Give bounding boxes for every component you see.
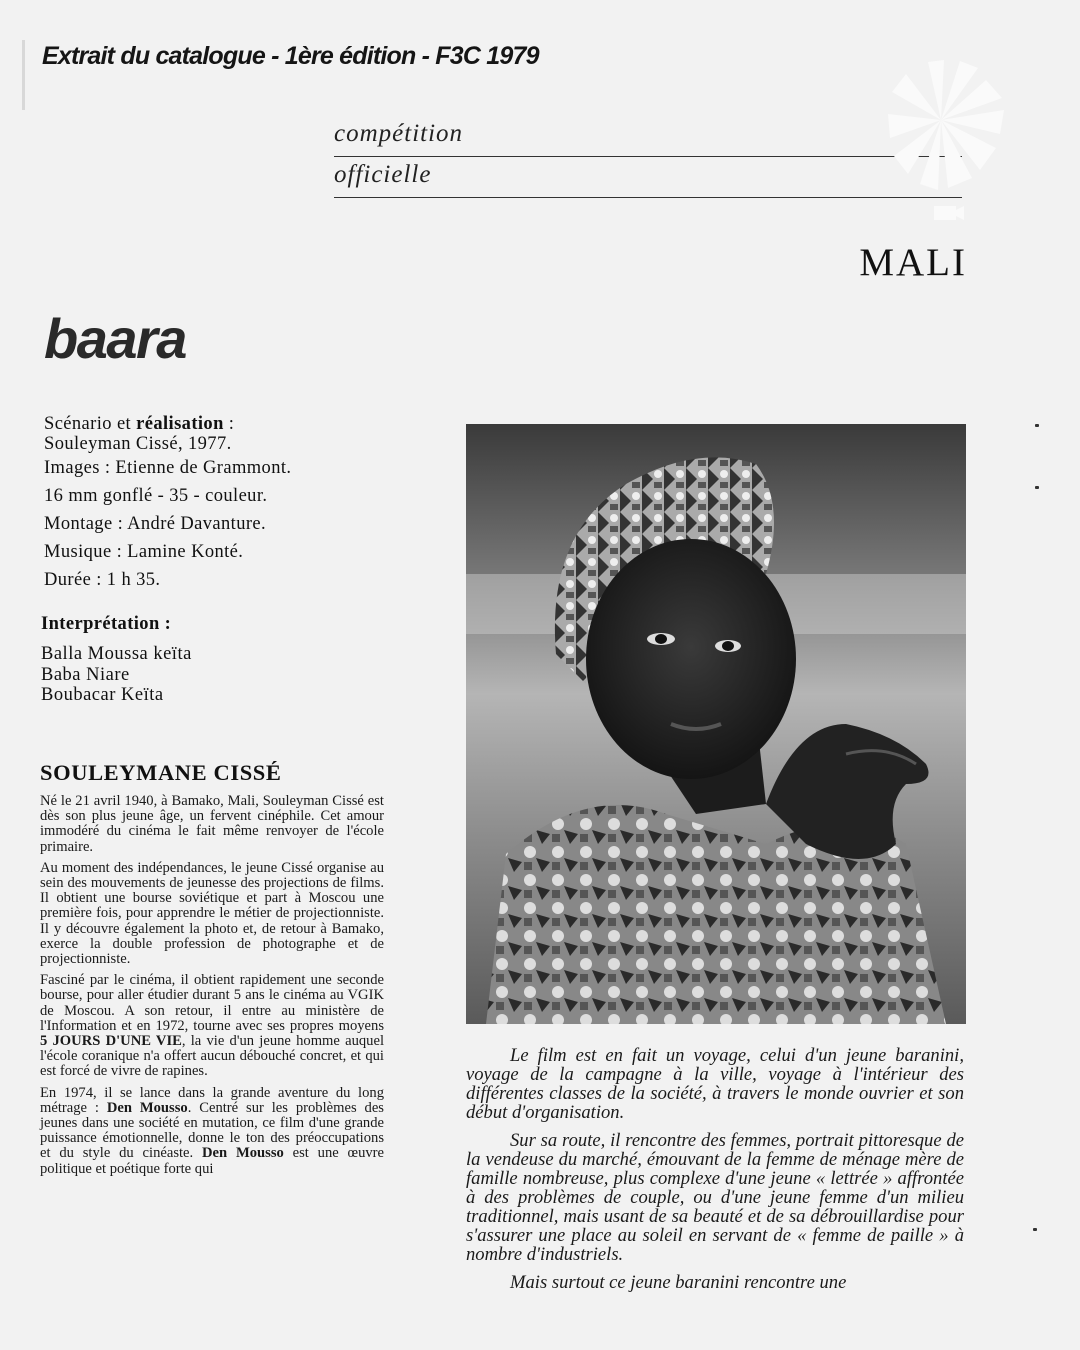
cast-member: Boubacar Keïta <box>41 685 164 705</box>
bio-paragraph: En 1974, il se lance dans la grande aventure du long métrage : Den Mousso. Centré sur les problèmes des jeunes dans une société en mutation, ce film d'une grande puissance émotionnelle, donne le ton des préoccupations et du style du cinéaste. Den Mousso est une œuvre politique et poétique forte qui <box>40 1084 385 1177</box>
section-label <box>334 116 962 198</box>
section-label-line1: compétition <box>334 116 962 157</box>
film-still-photo <box>466 424 966 1024</box>
credit-direction: Scénario et réalisation : <box>44 414 235 434</box>
country-label: MALI <box>859 241 967 284</box>
bio-heading: SOULEYMANE CISSÉ <box>40 760 282 785</box>
bio-paragraph: Au moment des indépendances, le jeune Cissé organise au sein des mouvements de jeunesse des projections de films. Il obtient une bourse soviétique et part à Moscou une première fois, pour apprendre le métier de projectionniste. Il y découvre également la photo et, de retour à Bamako, exerce la double profession de photographe et de projectionniste. <box>40 859 384 968</box>
synopsis-paragraph: Le film est en fait un voyage, celui d'un jeune baranini, voyage de la campagne à la ville, voyage à l'intérieur des différentes classes de la société, à travers le monde ouvrier et son début d'organisation. <box>466 1045 964 1123</box>
credit-duration: Durée : 1 h 35. <box>44 570 161 590</box>
credit-montage: Montage : André Davanture. <box>44 514 267 534</box>
credit-images: Images : Etienne de Grammont. <box>44 458 292 478</box>
cast-list <box>41 644 192 706</box>
cast-member: Balla Moussa keïta <box>41 644 192 664</box>
page-edge-shadow <box>22 40 25 110</box>
bio-paragraph: Né le 21 avril 1940, à Bamako, Mali, Souleyman Cissé est dès son plus jeune âge, un fervent cinéphile. Cet amour immodéré du cinéma le fait même renvoyer de l'école primaire. <box>40 793 384 855</box>
bio-paragraph: Fasciné par le cinéma, il obtient rapidement une seconde bourse, pour aller étudier durant 5 ans le cinéma au VGIK de Moscou. A son retour, il entre au ministère de l'Information et en 1972, tourne avec ses propres moyens 5 JOURS D'UNE VIE, la vie d'un jeune homme auquel l'école coranique n'a offert aucun débouché concret, et qui est forcé de vivre de rapines. <box>40 972 384 1080</box>
cast-member: Baba Niare <box>41 664 130 685</box>
film-synopsis <box>466 1046 964 1301</box>
film-title: baara <box>44 307 186 370</box>
catalogue-note: Extrait du catalogue - 1ère édition - F3C 1979 <box>42 42 539 70</box>
cast-heading: Interprétation : <box>41 614 172 634</box>
director-biography <box>40 794 384 1183</box>
credit-director: Souleyman Cissé, 1977. <box>44 434 232 454</box>
credit-format: 16 mm gonflé - 35 - couleur. <box>44 486 268 506</box>
credit-music: Musique : Lamine Konté. <box>44 542 244 562</box>
section-label-line2: officielle <box>334 157 962 198</box>
festival-logo-icon <box>886 58 1006 233</box>
synopsis-paragraph: Sur sa route, il rencontre des femmes, portrait pittoresque de la vendeuse du marché, émouvant de la femme de ménage mère de famille nombreuse, plus complexe d'une jeune « lettrée » affrontée à des problèmes de couple, ou d'une jeune femme d'un milieu traditionnel, mais usant de sa beauté et de sa débrouillardise pour s'assurer une place au soleil en servant de « femme de paille » à nombre d'industriels. <box>466 1130 964 1265</box>
synopsis-paragraph: Mais surtout ce jeune baranini rencontre une <box>510 1272 847 1293</box>
film-credits <box>44 414 291 594</box>
